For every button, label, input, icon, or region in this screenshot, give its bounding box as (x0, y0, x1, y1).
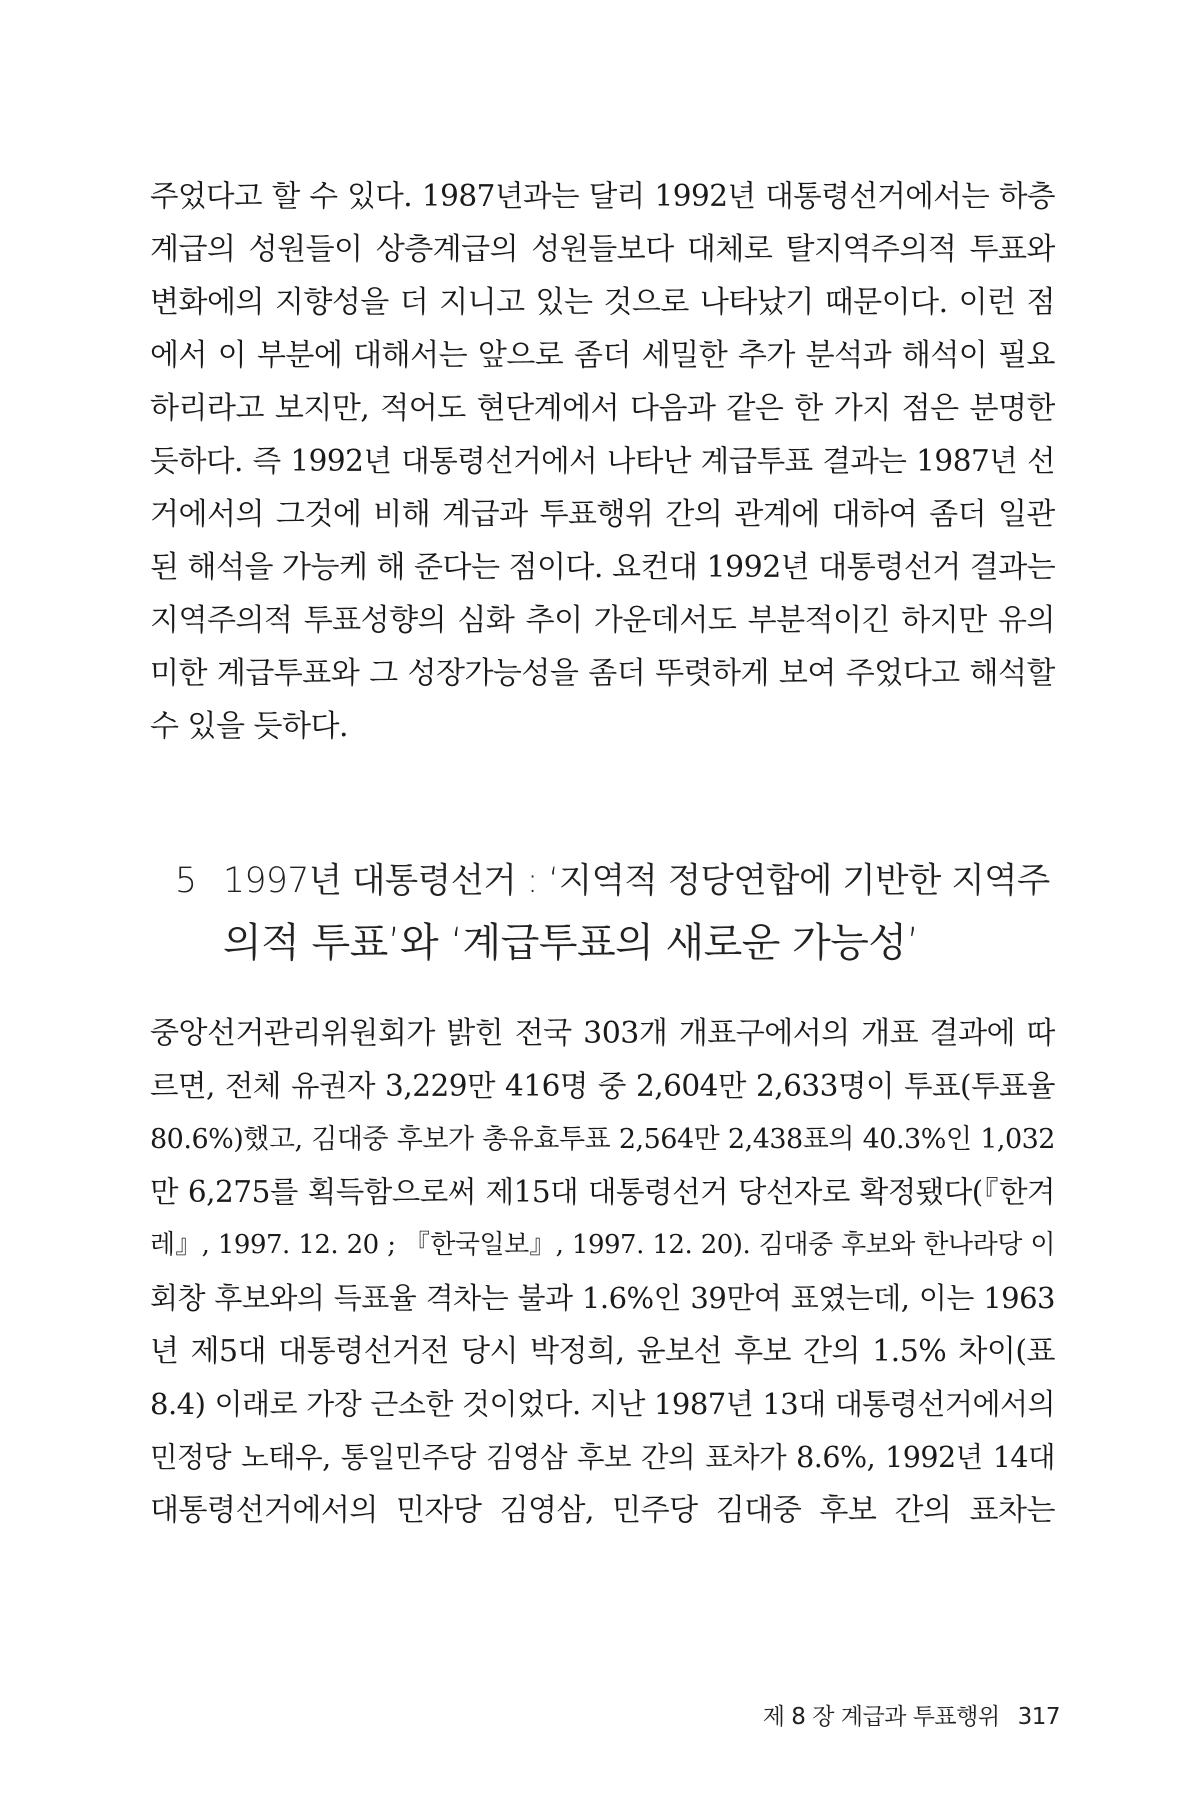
text-line: 대통령선거에서의 민자당 김영삼, 민주당 김대중 후보 간의 표차는 (150, 1493, 1055, 1528)
text-line: 년 제5대 대통령선거전 당시 박정희, 윤보선 후보 간의 1.5% 차이(표 (150, 1334, 1055, 1369)
text-line: 듯하다. 즉 1992년 대통령선거에서 나타난 계급투표 결과는 1987년 선 (150, 444, 1055, 478)
text-line: 하리라고 보지만, 적어도 현단계에서 다음과 같은 한 가지 점은 분명한 (150, 391, 1055, 426)
text-line: 계급의 성원들이 상층계급의 성원들보다 대체로 탈지역주의적 투표와 (150, 232, 1055, 267)
text-line: 수 있을 듯하다. (150, 709, 348, 744)
page-number: 317 (1017, 1704, 1060, 1730)
text-line: 미한 계급투표와 그 성장가능성을 좀더 뚜렷하게 보여 주었다고 해석할 (150, 656, 1055, 691)
section-title-part-1: 1997년 대통령선거 : ‘지역적 정당연합에 기반한 지역주 (223, 861, 1050, 901)
body-paragraph-2 (150, 1007, 1055, 1537)
text-line: 된 해석을 가능케 해 준다는 점이다. 요컨대 1992년 대통령선거 결과는 (150, 550, 1055, 585)
page-footer (690, 1698, 1060, 1731)
text-line: 8.4) 이래로 가장 근소한 것이었다. 지난 1987년 13대 대통령선거에서의 (150, 1387, 1055, 1421)
text-line: 르면, 전체 유권자 3,229만 416명 중 2,604만 2,633명이 투표(투표율 (150, 1069, 1055, 1103)
text-line: 회창 후보와의 득표율 격차는 불과 1.6%인 39만여 표였는데, 이는 1963 (150, 1281, 1055, 1315)
text-line: 지역주의적 투표성향의 심화 추이 가운데서도 부분적이긴 하지만 유의 (150, 603, 1055, 638)
section-title-part-2: 의적 투표’와 ‘계급투표의 새로운 가능성’ (223, 920, 919, 966)
text-line: 레』, 1997. 12. 20 ; 『한국일보』, 1997. 12. 20). 김대중 후보와 한나라당 이 (150, 1230, 1055, 1260)
text-line: 주었다고 할 수 있다. 1987년과는 달리 1992년 대통령선거에서는 하층 (150, 179, 1055, 213)
text-line: 변화에의 지향성을 더 지니고 있는 것으로 나타났기 때문이다. 이런 점 (150, 285, 1055, 320)
section-heading-line-1 (175, 850, 1060, 912)
text-line: 거에서의 그것에 비해 계급과 투표행위 간의 관계에 대하여 좀더 일관 (150, 497, 1055, 532)
section-heading (175, 850, 1060, 974)
text-line: 80.6%)했고, 김대중 후보가 총유효투표 2,564만 2,438표의 40.3%인 1,032 (150, 1124, 1055, 1155)
section-heading-line-2 (175, 912, 1060, 974)
text-line: 만 6,275를 획득함으로써 제15대 대통령선거 당선자로 확정됐다(『한겨 (150, 1175, 1055, 1209)
text-line: 민정당 노태우, 통일민주당 김영삼 후보 간의 표차가 8.6%, 1992년 14대 (150, 1441, 1055, 1474)
body-paragraph-1 (150, 170, 1055, 753)
text-line: 중앙선거관리위원회가 밝힌 전국 303개 개표구에서의 개표 결과에 따 (150, 1016, 1055, 1051)
section-number: 5 (175, 861, 197, 901)
running-head: 제 8 장 계급과 투표행위 (762, 1704, 1000, 1730)
text-line: 에서 이 부분에 대해서는 앞으로 좀더 세밀한 추가 분석과 해석이 필요 (150, 338, 1055, 373)
